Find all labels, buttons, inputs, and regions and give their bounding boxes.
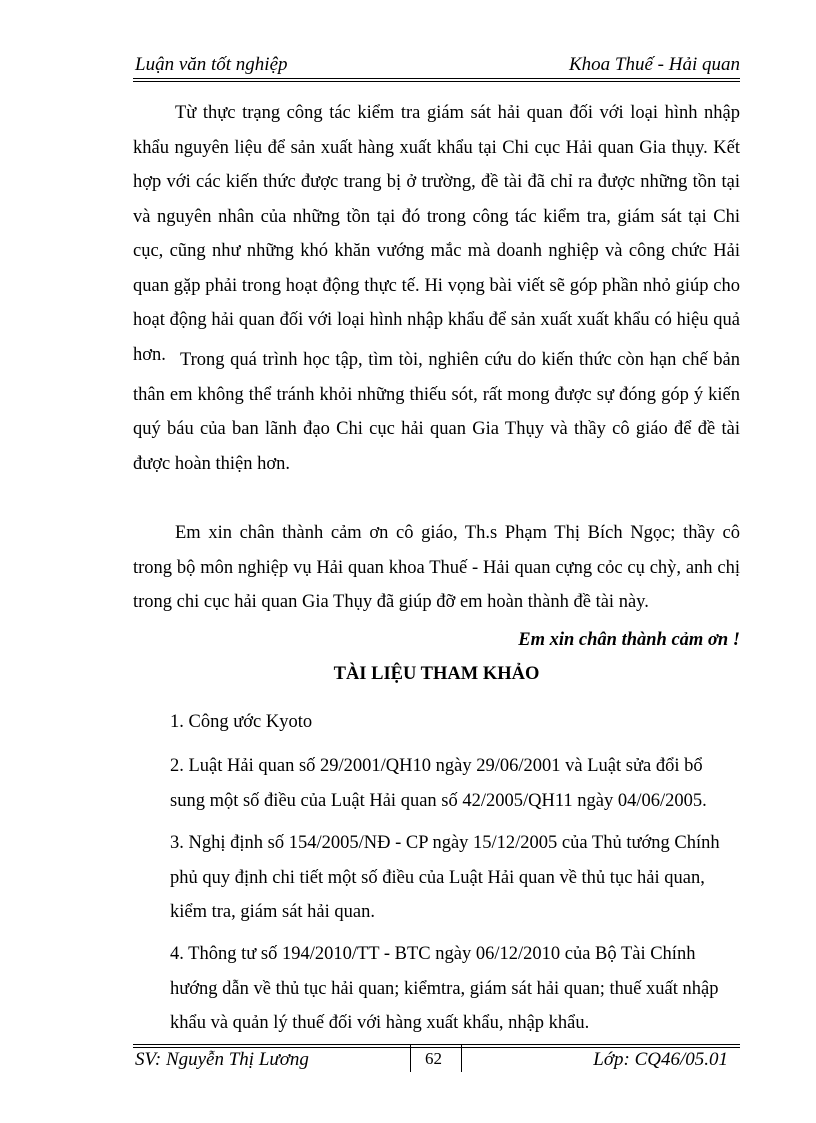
- footer-student-name: SV: Nguyễn Thị Lương: [135, 1049, 309, 1070]
- footer-class-code: Lớp: CQ46/05.01: [593, 1049, 728, 1070]
- header-faculty-label: Khoa Thuế - Hải quan: [569, 54, 740, 75]
- thanks-line: Em xin chân thành cảm ơn !: [518, 630, 740, 650]
- page-header: [133, 54, 740, 80]
- conclusion-paragraph-1: Từ thực trạng công tác kiểm tra giám sát hải quan đối với loại hình nhập khẩu nguyên liệu để sản xuất hàng xuất khẩu tại Chi cục Hải quan Gia thụy. Kết hợp với các kiến thức được trang bị ở trường, đề tài đã chỉ ra được những tồn tại và nguyên nhân của những tồn tại đó trong công tác kiểm tra, giám sát tại Chi cục, cũng như những khó khăn vướng mắc mà doanh nghiệp và công chức Hải quan gặp phải trong hoạt động thực tế. Hi vọng bài viết sẽ góp phần nhỏ giúp cho hoạt động hải quan đối với loại hình nhập khẩu để sản xuất xuất khẩu có hiệu quả hơn.: [133, 103, 740, 365]
- page-footer: [133, 1049, 740, 1075]
- reference-item-4: 4. Thông tư số 194/2010/TT - BTC ngày 06/12/2010 của Bộ Tài Chính hướng dẫn về thủ tục hải quan; kiểmtra, giám sát hải quan; thuế xuất nhập khẩu và quản lý thuế đối với hàng xuất khẩu, nhập khẩu.: [170, 944, 719, 1033]
- header-rule: [133, 78, 740, 82]
- reference-item-1: 1. Công ước Kyoto: [170, 712, 313, 732]
- references-title: TÀI LIỆU THAM KHẢO: [333, 664, 540, 684]
- page-number: 62: [425, 1049, 442, 1068]
- conclusion-paragraph-2: Trong quá trình học tập, tìm tòi, nghiên cứu do kiến thức còn hạn chế bản thân em không thể tránh khỏi những thiếu sót, rất mong được sự đóng góp ý kiến quý báu của ban lãnh đạo Chi cục hải quan Gia Thụy và thầy cô giáo để đề tài được hoàn thiện hơn.: [133, 350, 740, 474]
- acknowledgement-paragraph: Em xin chân thành cảm ơn cô giáo, Th.s Phạm Thị Bích Ngọc; thầy cô trong bộ môn nghiệp vụ Hải quan khoa Thuế - Hải quan cựng cỏc cụ chỳ, anh chị trong chi cục hải quan Gia Thụy đã giúp đỡ em hoàn thành đề tài này.: [133, 523, 740, 612]
- header-thesis-label: Luận văn tốt nghiệp: [135, 54, 288, 75]
- reference-item-2: 2. Luật Hải quan số 29/2001/QH10 ngày 29/06/2001 và Luật sửa đổi bổ sung một số điều của Luật Hải quan số 42/2005/QH11 ngày 04/06/2005.: [170, 756, 707, 811]
- reference-item-3: 3. Nghị định số 154/2005/NĐ - CP ngày 15/12/2005 của Thủ tướng Chính phủ quy định chi tiết một số điều của Luật Hải quan về thủ tục hải quan, kiểm tra, giám sát hải quan.: [170, 833, 720, 922]
